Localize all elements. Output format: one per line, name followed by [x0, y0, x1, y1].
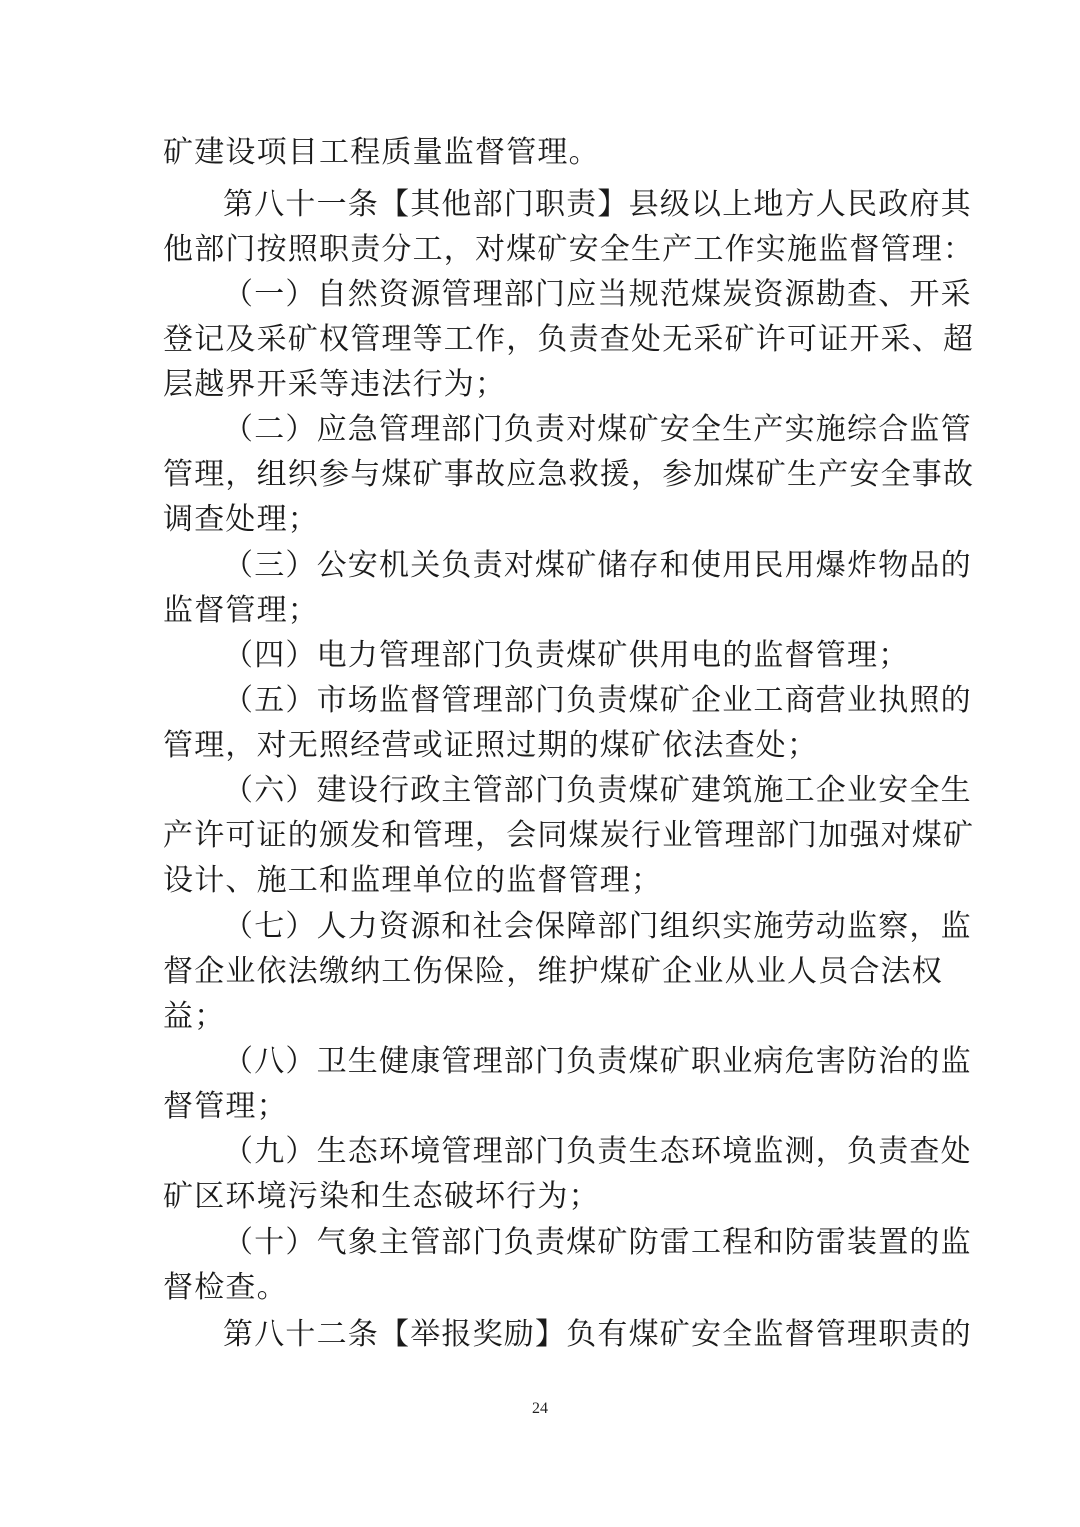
text-line: 督检查。: [163, 1270, 288, 1305]
list-item-1: （一）自然资源管理部门应当规范煤炭资源勘查、开采: [223, 277, 972, 312]
text-line: 矿区环境污染和生态破坏行为；: [163, 1179, 600, 1214]
text-line: 层越界开采等违法行为；: [163, 367, 507, 402]
list-item-5: （五）市场监督管理部门负责煤矿企业工商营业执照的: [223, 683, 972, 718]
page-number: 24: [532, 1400, 548, 1417]
text-line: 管理，对无照经营或证照过期的煤矿依法查处；: [163, 728, 819, 763]
list-item-7: （七）人力资源和社会保障部门组织实施劳动监察，监: [223, 909, 972, 944]
list-item-8: （八）卫生健康管理部门负责煤矿职业病危害防治的监: [223, 1044, 972, 1079]
article-81-heading: 第八十一条【其他部门职责】县级以上地方人民政府其: [223, 187, 972, 222]
list-item-3: （三）公安机关负责对煤矿储存和使用民用爆炸物品的: [223, 548, 972, 583]
text-line: 设计、施工和监理单位的监督管理；: [163, 863, 663, 898]
text-line: 产许可证的颁发和管理，会同煤炭行业管理部门加强对煤矿: [163, 818, 975, 853]
list-item-9: （九）生态环境管理部门负责生态环境监测，负责查处: [223, 1134, 972, 1169]
text-line: 他部门按照职责分工，对煤矿安全生产工作实施监督管理：: [163, 232, 975, 267]
text-line: 督企业依法缴纳工伤保险，维护煤矿企业从业人员合法权: [163, 954, 943, 989]
text-line: 矿建设项目工程质量监督管理。: [163, 135, 600, 170]
text-line: 益；: [163, 999, 226, 1034]
text-line: 督管理；: [163, 1089, 288, 1124]
text-line: 监督管理；: [163, 593, 319, 628]
list-item-10: （十）气象主管部门负责煤矿防雷工程和防雷装置的监: [223, 1225, 972, 1260]
list-item-2: （二）应急管理部门负责对煤矿安全生产实施综合监管: [223, 412, 972, 447]
list-item-4: （四）电力管理部门负责煤矿供用电的监督管理；: [223, 638, 910, 673]
article-82-heading: 第八十二条【举报奖励】负有煤矿安全监督管理职责的: [223, 1317, 972, 1352]
list-item-6: （六）建设行政主管部门负责煤矿建筑施工企业安全生: [223, 773, 972, 808]
text-line: 管理，组织参与煤矿事故应急救援，参加煤矿生产安全事故: [163, 457, 975, 492]
text-line: 登记及采矿权管理等工作，负责查处无采矿许可证开采、超: [163, 322, 975, 357]
text-line: 调查处理；: [163, 502, 319, 537]
